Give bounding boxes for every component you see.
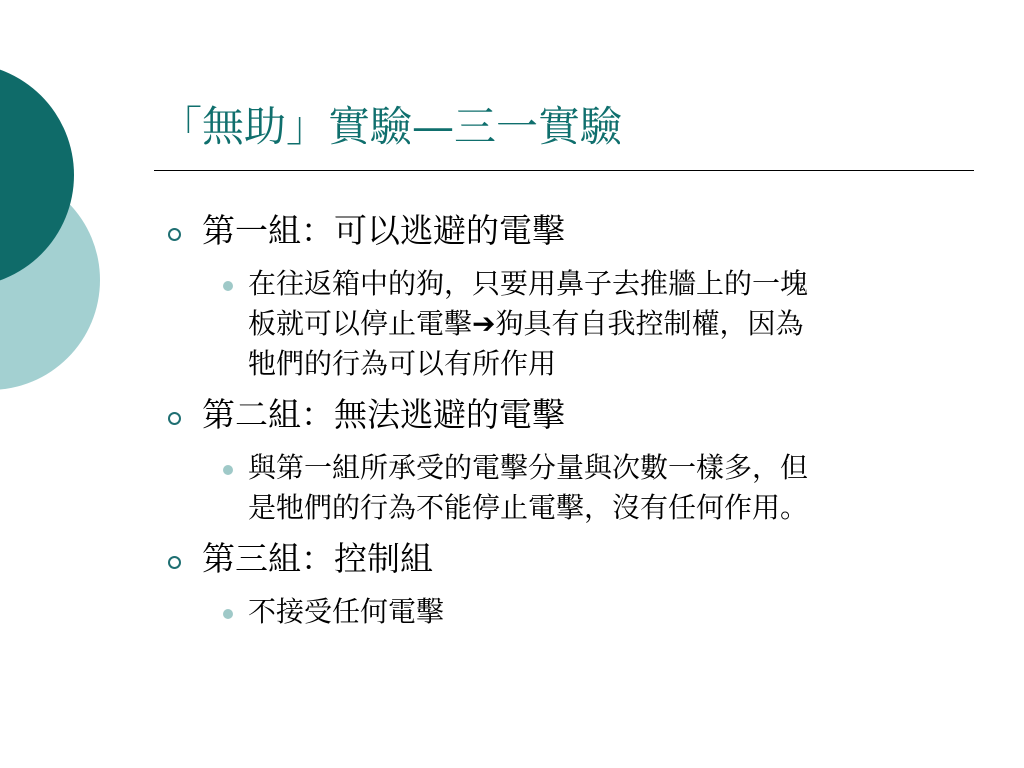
bullet-text: 第一組：可以逃避的電擊 xyxy=(202,211,565,250)
sub-bullet-line: 是牠們的行為不能停止電擊，沒有任何作用。 xyxy=(248,491,809,524)
sub-bullet-item xyxy=(160,448,970,528)
sub-bullet-item xyxy=(160,592,970,632)
dot-bullet-icon xyxy=(223,281,233,291)
bullet-text: 第三組：控制組 xyxy=(202,539,433,578)
bullet-list xyxy=(160,206,970,638)
dot-bullet-icon xyxy=(223,609,233,619)
bullet-item xyxy=(160,390,970,440)
decorative-circles xyxy=(0,0,120,420)
sub-bullet-line: 與第一組所承受的電擊分量與次數一樣多，但 xyxy=(248,451,809,484)
sub-bullet-item xyxy=(160,264,970,384)
hollow-circle-bullet-icon xyxy=(168,556,181,569)
bullet-item xyxy=(160,534,970,584)
slide-title: 「無助」實驗—三一實驗 xyxy=(160,102,623,151)
sub-bullet-line: 不接受任何電擊 xyxy=(248,595,445,628)
bullet-text: 第二組：無法逃避的電擊 xyxy=(202,395,565,434)
bullet-item xyxy=(160,206,970,256)
hollow-circle-bullet-icon xyxy=(168,412,181,425)
sub-bullet-line: 在往返箱中的狗，只要用鼻子去推牆上的一塊 xyxy=(248,267,809,300)
sub-bullet-line: 板就可以停止電擊➔狗具有自我控制權，因為 xyxy=(248,307,804,340)
title-divider xyxy=(154,170,974,171)
sub-bullet-line: 牠們的行為可以有所作用 xyxy=(248,347,557,380)
hollow-circle-bullet-icon xyxy=(168,228,181,241)
dot-bullet-icon xyxy=(223,465,233,475)
